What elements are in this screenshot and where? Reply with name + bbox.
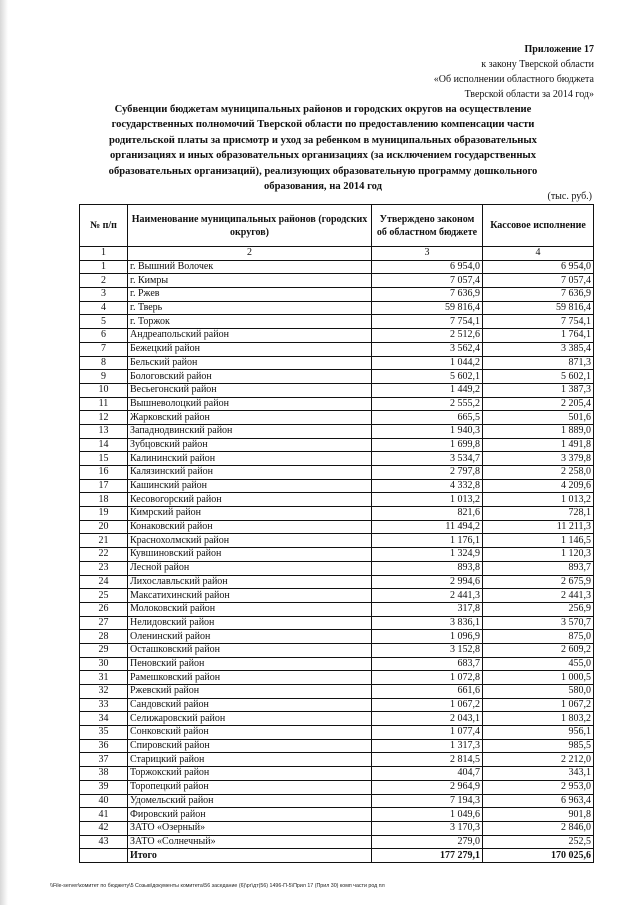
header-num: № п/п — [80, 205, 128, 247]
row-approved: 683,7 — [372, 657, 483, 671]
row-name: ЗАТО «Озерный» — [128, 821, 372, 835]
table-row — [80, 301, 594, 315]
annex-block — [434, 42, 594, 102]
header-executed: Кассовое исполнение — [483, 205, 594, 247]
row-number: 36 — [80, 739, 128, 753]
row-executed: 985,5 — [483, 739, 594, 753]
table-row — [80, 548, 594, 562]
title-line: родительской платы за присмотр и уход за ребенком в муниципальных образовательных — [109, 134, 537, 146]
row-number: 6 — [80, 329, 128, 343]
row-number: 40 — [80, 794, 128, 808]
row-approved: 665,5 — [372, 411, 483, 425]
table-row — [80, 356, 594, 370]
row-number: 15 — [80, 452, 128, 466]
row-approved: 1 067,2 — [372, 698, 483, 712]
row-approved: 1 044,2 — [372, 356, 483, 370]
file-path-footer: \\File-server\комитет по бюджету\5 Созыв\документы комитета\56 заседание (6)\рг\дт(56) 1496-П-5\Прил 17 (Прил 30) комп части род пл — [50, 883, 385, 889]
table-row — [80, 383, 594, 397]
row-approved: 1 699,8 — [372, 438, 483, 452]
table-row — [80, 397, 594, 411]
row-number: 13 — [80, 424, 128, 438]
row-executed: 343,1 — [483, 767, 594, 781]
row-name: Весьегонский район — [128, 383, 372, 397]
row-approved: 1 013,2 — [372, 493, 483, 507]
table-row — [80, 260, 594, 274]
row-executed: 1 120,3 — [483, 548, 594, 562]
row-approved: 2 555,2 — [372, 397, 483, 411]
row-number: 33 — [80, 698, 128, 712]
row-approved: 2 043,1 — [372, 712, 483, 726]
row-executed: 580,0 — [483, 685, 594, 699]
row-number: 11 — [80, 397, 128, 411]
row-name: Бежецкий район — [128, 342, 372, 356]
row-approved: 3 534,7 — [372, 452, 483, 466]
column-number: 4 — [483, 247, 594, 261]
row-approved: 4 332,8 — [372, 479, 483, 493]
total-approved: 177 279,1 — [372, 849, 483, 863]
row-executed: 5 602,1 — [483, 370, 594, 384]
table-row — [80, 712, 594, 726]
row-number: 41 — [80, 808, 128, 822]
row-number: 14 — [80, 438, 128, 452]
total-label: Итого — [128, 849, 372, 863]
row-number: 19 — [80, 507, 128, 521]
row-number: 23 — [80, 561, 128, 575]
row-number: 5 — [80, 315, 128, 329]
scan-edge — [0, 0, 8, 905]
row-number: 42 — [80, 821, 128, 835]
row-number: 12 — [80, 411, 128, 425]
row-name: Бельский район — [128, 356, 372, 370]
row-number: 17 — [80, 479, 128, 493]
table-row — [80, 575, 594, 589]
row-number: 39 — [80, 780, 128, 794]
table-row — [80, 685, 594, 699]
row-approved: 1 324,9 — [372, 548, 483, 562]
row-number: 4 — [80, 301, 128, 315]
row-executed: 501,6 — [483, 411, 594, 425]
table-row — [80, 643, 594, 657]
row-name: Нелидовский район — [128, 616, 372, 630]
row-name: Оленинский район — [128, 630, 372, 644]
row-name: г. Торжок — [128, 315, 372, 329]
row-executed: 1 013,2 — [483, 493, 594, 507]
row-name: Селижаровский район — [128, 712, 372, 726]
row-number: 2 — [80, 274, 128, 288]
row-executed: 7 754,1 — [483, 315, 594, 329]
table-row — [80, 821, 594, 835]
column-number: 1 — [80, 247, 128, 261]
row-name: Рамешковский район — [128, 671, 372, 685]
row-approved: 7 754,1 — [372, 315, 483, 329]
document-title — [88, 102, 558, 194]
row-name: Осташковский район — [128, 643, 372, 657]
row-name: г. Кимры — [128, 274, 372, 288]
row-executed: 6 963,4 — [483, 794, 594, 808]
table-row — [80, 726, 594, 740]
row-executed: 7 057,4 — [483, 274, 594, 288]
row-executed: 871,3 — [483, 356, 594, 370]
total-executed: 170 025,6 — [483, 849, 594, 863]
row-name: Кесовогорский район — [128, 493, 372, 507]
row-approved: 1 096,9 — [372, 630, 483, 644]
table-row — [80, 589, 594, 603]
total-row — [80, 849, 594, 863]
row-approved: 1 317,3 — [372, 739, 483, 753]
row-number: 18 — [80, 493, 128, 507]
row-number: 21 — [80, 534, 128, 548]
row-approved: 661,6 — [372, 685, 483, 699]
table-row — [80, 274, 594, 288]
table-row — [80, 466, 594, 480]
row-name: Конаковский район — [128, 520, 372, 534]
table-row — [80, 794, 594, 808]
row-executed: 11 211,3 — [483, 520, 594, 534]
table-row — [80, 288, 594, 302]
row-number: 22 — [80, 548, 128, 562]
row-approved: 279,0 — [372, 835, 483, 849]
row-number: 35 — [80, 726, 128, 740]
table-row — [80, 520, 594, 534]
row-executed: 59 816,4 — [483, 301, 594, 315]
row-number: 20 — [80, 520, 128, 534]
column-number-row — [80, 247, 594, 261]
row-executed: 2 953,0 — [483, 780, 594, 794]
row-name: Спировский район — [128, 739, 372, 753]
row-approved: 317,8 — [372, 602, 483, 616]
table-row — [80, 602, 594, 616]
row-name: Торопецкий район — [128, 780, 372, 794]
row-number: 7 — [80, 342, 128, 356]
row-name: Зубцовский район — [128, 438, 372, 452]
title-line: образования, на 2014 год — [263, 181, 383, 193]
annex-law-title: «Об исполнении областного бюджета — [433, 74, 594, 85]
table-row — [80, 671, 594, 685]
row-executed: 1 000,5 — [483, 671, 594, 685]
row-executed: 956,1 — [483, 726, 594, 740]
row-executed: 3 385,4 — [483, 342, 594, 356]
row-name: Бологовский район — [128, 370, 372, 384]
table-row — [80, 780, 594, 794]
row-approved: 2 441,3 — [372, 589, 483, 603]
row-name: Молоковский район — [128, 602, 372, 616]
table-row — [80, 507, 594, 521]
row-executed: 893,7 — [483, 561, 594, 575]
row-approved: 7 194,3 — [372, 794, 483, 808]
table-row — [80, 808, 594, 822]
row-approved: 2 994,6 — [372, 575, 483, 589]
row-executed: 455,0 — [483, 657, 594, 671]
row-approved: 2 512,6 — [372, 329, 483, 343]
row-name: Андреапольский район — [128, 329, 372, 343]
table-row — [80, 698, 594, 712]
table-row — [80, 438, 594, 452]
row-executed: 2 258,0 — [483, 466, 594, 480]
row-name: Лесной район — [128, 561, 372, 575]
table-row — [80, 561, 594, 575]
row-name: г. Ржев — [128, 288, 372, 302]
row-approved: 59 816,4 — [372, 301, 483, 315]
table-row — [80, 479, 594, 493]
row-executed: 6 954,0 — [483, 260, 594, 274]
row-number: 32 — [80, 685, 128, 699]
row-name: Кимрский район — [128, 507, 372, 521]
table-row — [80, 767, 594, 781]
row-executed: 1 803,2 — [483, 712, 594, 726]
title-line: образовательных организаций), реализующих образовательную программу дошкольного — [108, 165, 538, 177]
row-approved: 3 152,8 — [372, 643, 483, 657]
row-executed: 252,5 — [483, 835, 594, 849]
row-name: Лихославльский район — [128, 575, 372, 589]
row-executed: 2 846,0 — [483, 821, 594, 835]
row-approved: 1 072,8 — [372, 671, 483, 685]
units-label: (тыс. руб.) — [547, 191, 592, 202]
row-approved: 5 602,1 — [372, 370, 483, 384]
row-executed: 3 570,7 — [483, 616, 594, 630]
row-approved: 893,8 — [372, 561, 483, 575]
row-approved: 2 797,8 — [372, 466, 483, 480]
row-number: 25 — [80, 589, 128, 603]
table-row — [80, 630, 594, 644]
row-executed: 901,8 — [483, 808, 594, 822]
row-approved: 3 170,3 — [372, 821, 483, 835]
row-name: г. Вышний Волочек — [128, 260, 372, 274]
row-number: 8 — [80, 356, 128, 370]
row-approved: 6 954,0 — [372, 260, 483, 274]
annex-law-title-cont: Тверской области за 2014 год» — [464, 89, 594, 100]
total-num-empty — [80, 849, 128, 863]
row-approved: 11 494,2 — [372, 520, 483, 534]
row-approved: 3 562,4 — [372, 342, 483, 356]
table-row — [80, 342, 594, 356]
row-executed: 2 441,3 — [483, 589, 594, 603]
annex-number: Приложение 17 — [524, 44, 594, 55]
row-approved: 7 057,4 — [372, 274, 483, 288]
row-number: 16 — [80, 466, 128, 480]
table-row — [80, 739, 594, 753]
row-name: г. Тверь — [128, 301, 372, 315]
table-row — [80, 657, 594, 671]
column-number: 3 — [372, 247, 483, 261]
title-line: организациях и иных образовательных организациях (за исключением государственных — [110, 150, 536, 162]
title-line: Субвенции бюджетам муниципальных районов и городских округов на осуществление — [114, 104, 532, 115]
header-name: Наименование муниципальных районов (городских округов) — [128, 205, 372, 247]
row-name: Торжокский район — [128, 767, 372, 781]
row-name: Ржевский район — [128, 685, 372, 699]
table-header-row — [80, 205, 594, 247]
row-number: 38 — [80, 767, 128, 781]
row-number: 24 — [80, 575, 128, 589]
row-number: 1 — [80, 260, 128, 274]
row-number: 27 — [80, 616, 128, 630]
row-executed: 4 209,6 — [483, 479, 594, 493]
row-number: 28 — [80, 630, 128, 644]
row-name: Калязинский район — [128, 466, 372, 480]
row-executed: 1 067,2 — [483, 698, 594, 712]
table-row — [80, 329, 594, 343]
table-row — [80, 534, 594, 548]
row-name: Старицкий район — [128, 753, 372, 767]
table-row — [80, 452, 594, 466]
column-number: 2 — [128, 247, 372, 261]
row-name: Максатихинский район — [128, 589, 372, 603]
row-approved: 1 049,6 — [372, 808, 483, 822]
row-executed: 1 387,3 — [483, 383, 594, 397]
row-number: 26 — [80, 602, 128, 616]
row-name: Жарковский район — [128, 411, 372, 425]
row-approved: 821,6 — [372, 507, 483, 521]
row-executed: 7 636,9 — [483, 288, 594, 302]
row-approved: 1 176,1 — [372, 534, 483, 548]
row-number: 31 — [80, 671, 128, 685]
row-executed: 1 889,0 — [483, 424, 594, 438]
row-executed: 2 609,2 — [483, 643, 594, 657]
row-name: ЗАТО «Солнечный» — [128, 835, 372, 849]
row-executed: 728,1 — [483, 507, 594, 521]
row-name: Пеновский район — [128, 657, 372, 671]
row-executed: 875,0 — [483, 630, 594, 644]
row-name: Сонковский район — [128, 726, 372, 740]
row-number: 9 — [80, 370, 128, 384]
row-approved: 3 836,1 — [372, 616, 483, 630]
row-approved: 1 077,4 — [372, 726, 483, 740]
table-row — [80, 370, 594, 384]
row-number: 3 — [80, 288, 128, 302]
row-executed: 2 205,4 — [483, 397, 594, 411]
row-number: 43 — [80, 835, 128, 849]
row-number: 10 — [80, 383, 128, 397]
row-name: Западнодвинский район — [128, 424, 372, 438]
title-line: государственных полномочий Тверской области по предоставлению компенсации части — [111, 119, 535, 131]
row-number: 37 — [80, 753, 128, 767]
row-executed: 3 379,8 — [483, 452, 594, 466]
subsidy-table — [79, 204, 594, 863]
row-name: Кашинский район — [128, 479, 372, 493]
row-approved: 2 964,9 — [372, 780, 483, 794]
table-row — [80, 315, 594, 329]
row-number: 30 — [80, 657, 128, 671]
table-row — [80, 424, 594, 438]
table-row — [80, 493, 594, 507]
row-name: Вышневолоцкий район — [128, 397, 372, 411]
row-name: Калининский район — [128, 452, 372, 466]
table-row — [80, 616, 594, 630]
header-approved: Утверждено законом об областном бюджете — [372, 205, 483, 247]
row-number: 34 — [80, 712, 128, 726]
annex-law-ref: к закону Тверской области — [481, 59, 594, 70]
row-name: Краснохолмский район — [128, 534, 372, 548]
row-approved: 1 940,3 — [372, 424, 483, 438]
row-executed: 2 675,9 — [483, 575, 594, 589]
row-executed: 256,9 — [483, 602, 594, 616]
row-name: Сандовский район — [128, 698, 372, 712]
row-number: 29 — [80, 643, 128, 657]
row-approved: 404,7 — [372, 767, 483, 781]
table-row — [80, 835, 594, 849]
row-executed: 1 764,1 — [483, 329, 594, 343]
row-executed: 1 146,5 — [483, 534, 594, 548]
row-approved: 7 636,9 — [372, 288, 483, 302]
row-executed: 2 212,0 — [483, 753, 594, 767]
table-row — [80, 753, 594, 767]
row-name: Фировский район — [128, 808, 372, 822]
row-approved: 2 814,5 — [372, 753, 483, 767]
row-executed: 1 491,8 — [483, 438, 594, 452]
row-name: Удомельский район — [128, 794, 372, 808]
table-row — [80, 411, 594, 425]
row-name: Кувшиновский район — [128, 548, 372, 562]
row-approved: 1 449,2 — [372, 383, 483, 397]
